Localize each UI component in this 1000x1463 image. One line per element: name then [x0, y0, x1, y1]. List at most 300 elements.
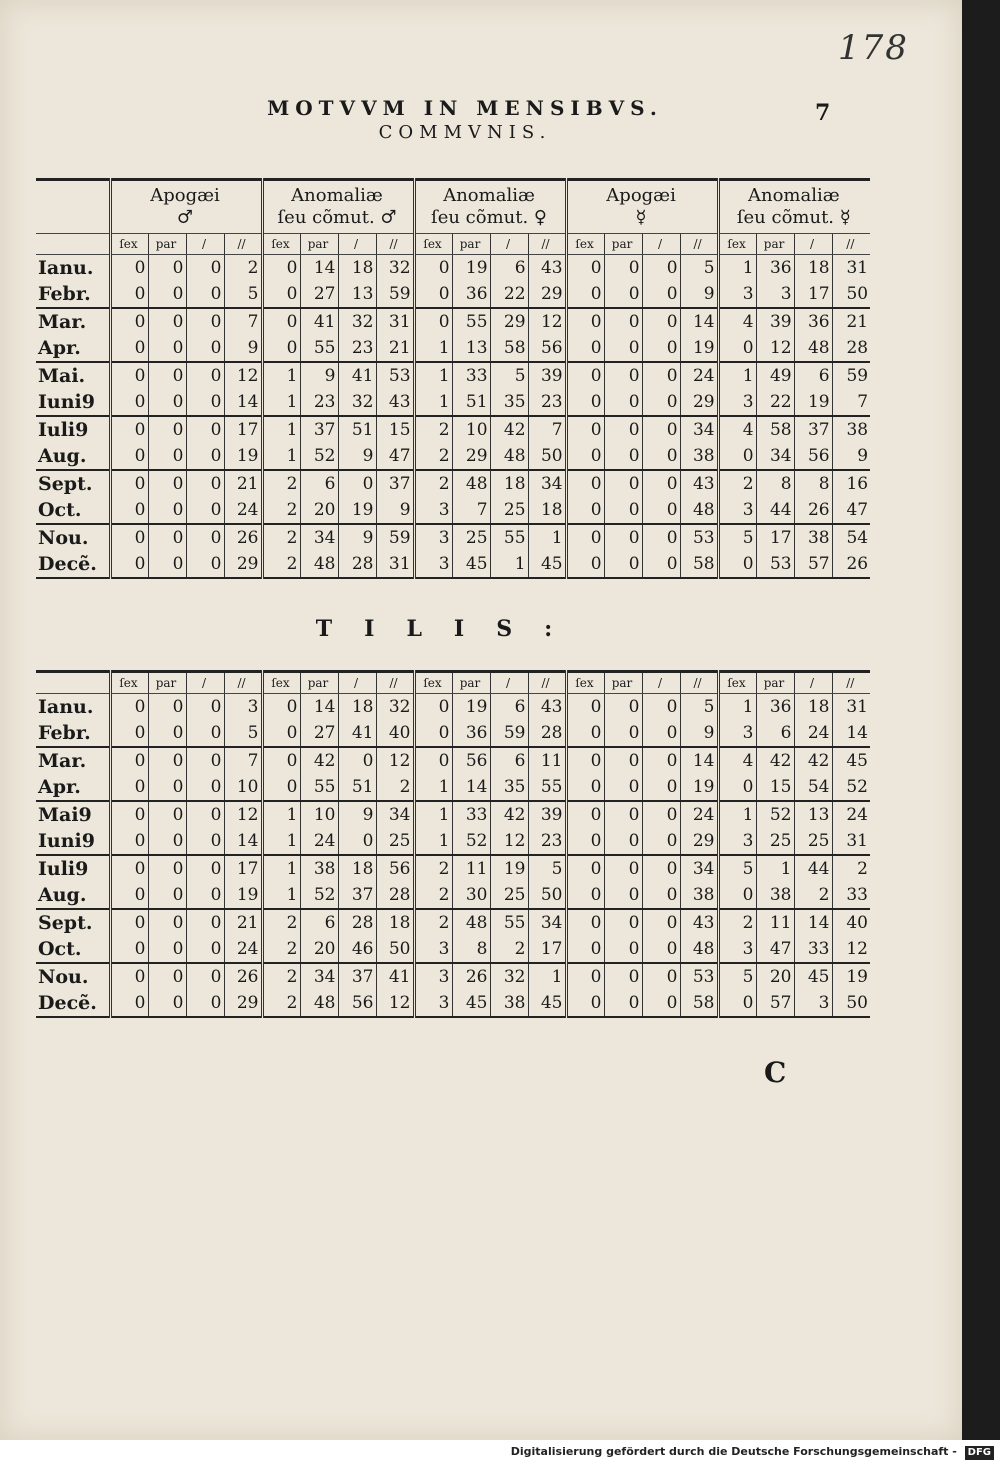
value-cell: 0 — [642, 335, 680, 362]
value-cell: 54 — [794, 774, 832, 801]
value-cell: 55 — [452, 308, 490, 335]
group-header-line: Apogæi — [606, 185, 676, 206]
value-cell: 19 — [490, 855, 528, 882]
value-cell: 1 — [262, 443, 300, 470]
month-label: Iuli9 — [38, 858, 89, 880]
column-unit-label: / — [490, 234, 528, 255]
value-cell: 33 — [832, 882, 870, 909]
value-cell: 5 — [490, 362, 528, 389]
value-cell: 25 — [756, 828, 794, 855]
value-cell: 5 — [718, 524, 756, 551]
value-cell: 47 — [832, 497, 870, 524]
value-cell: 17 — [224, 416, 262, 443]
value-cell: 0 — [604, 828, 642, 855]
value-cell: 59 — [832, 362, 870, 389]
value-cell: 28 — [528, 720, 566, 747]
value-cell: 0 — [186, 909, 224, 936]
value-cell: 27 — [300, 720, 338, 747]
table-row — [36, 362, 870, 389]
value-cell: 11 — [528, 747, 566, 774]
value-cell: 43 — [376, 389, 414, 416]
table-row — [36, 389, 870, 416]
value-cell: 17 — [224, 855, 262, 882]
value-cell: 37 — [300, 416, 338, 443]
value-cell: 13 — [338, 281, 376, 308]
value-cell: 0 — [338, 470, 376, 497]
value-cell: 0 — [414, 308, 452, 335]
value-cell: 0 — [566, 882, 604, 909]
value-cell: 0 — [604, 963, 642, 990]
value-cell: 0 — [642, 389, 680, 416]
value-cell: 2 — [490, 936, 528, 963]
value-cell: 42 — [490, 416, 528, 443]
value-cell: 0 — [262, 774, 300, 801]
table-row — [36, 694, 870, 721]
value-cell: 43 — [528, 694, 566, 721]
value-cell: 1 — [262, 416, 300, 443]
value-cell: 6 — [756, 720, 794, 747]
column-unit-label: ſex — [414, 672, 452, 694]
value-cell: 51 — [452, 389, 490, 416]
value-cell: 52 — [756, 801, 794, 828]
month-label: Ianu. — [38, 257, 94, 279]
value-cell: 0 — [148, 389, 186, 416]
value-cell: 14 — [300, 694, 338, 721]
value-cell: 19 — [338, 497, 376, 524]
value-cell: 3 — [414, 936, 452, 963]
column-unit-label: // — [376, 234, 414, 255]
value-cell: 25 — [794, 828, 832, 855]
value-cell: 18 — [338, 255, 376, 282]
value-cell: 45 — [452, 551, 490, 578]
value-cell: 32 — [376, 255, 414, 282]
value-cell: 24 — [224, 936, 262, 963]
value-cell: 39 — [756, 308, 794, 335]
value-cell: 0 — [566, 936, 604, 963]
value-cell: 0 — [110, 524, 148, 551]
value-cell: 0 — [148, 909, 186, 936]
value-cell: 0 — [566, 470, 604, 497]
value-cell: 32 — [338, 389, 376, 416]
value-cell: 39 — [528, 362, 566, 389]
value-cell: 0 — [566, 416, 604, 443]
value-cell: 38 — [794, 524, 832, 551]
value-cell: 0 — [186, 694, 224, 721]
column-unit-label: // — [680, 234, 718, 255]
value-cell: 3 — [718, 389, 756, 416]
table-row — [36, 909, 870, 936]
value-cell: 0 — [642, 443, 680, 470]
value-cell: 14 — [680, 308, 718, 335]
value-cell: 2 — [376, 774, 414, 801]
value-cell: 24 — [300, 828, 338, 855]
value-cell: 14 — [224, 828, 262, 855]
value-cell: 3 — [718, 828, 756, 855]
value-cell: 0 — [148, 855, 186, 882]
value-cell: 0 — [566, 497, 604, 524]
running-subhead: COMMVNIS. — [378, 122, 552, 143]
value-cell: 29 — [224, 551, 262, 578]
value-cell: 38 — [680, 443, 718, 470]
column-unit-label: // — [376, 672, 414, 694]
digitization-footer — [0, 1440, 1000, 1463]
column-unit-label: ſex — [566, 234, 604, 255]
month-label: Nou. — [38, 966, 89, 988]
value-cell: 3 — [718, 497, 756, 524]
value-cell: 0 — [148, 497, 186, 524]
value-cell: 25 — [490, 497, 528, 524]
value-cell: 0 — [186, 335, 224, 362]
value-cell: 43 — [680, 470, 718, 497]
value-cell: 3 — [414, 524, 452, 551]
value-cell: 1 — [528, 524, 566, 551]
value-cell: 3 — [414, 963, 452, 990]
value-cell: 0 — [110, 936, 148, 963]
value-cell: 21 — [224, 909, 262, 936]
value-cell: 19 — [680, 774, 718, 801]
value-cell: 5 — [718, 963, 756, 990]
group-header-line: Anomaliæ — [747, 185, 840, 206]
group-header — [262, 180, 414, 234]
value-cell: 36 — [756, 694, 794, 721]
value-cell: 0 — [186, 720, 224, 747]
value-cell: 0 — [148, 551, 186, 578]
value-cell: 16 — [832, 470, 870, 497]
table-row — [36, 963, 870, 990]
value-cell: 0 — [604, 335, 642, 362]
table-row — [36, 524, 870, 551]
value-cell: 56 — [452, 747, 490, 774]
value-cell: 0 — [148, 720, 186, 747]
value-cell: 10 — [452, 416, 490, 443]
value-cell: 9 — [680, 281, 718, 308]
value-cell: 0 — [186, 281, 224, 308]
month-label: Apr. — [36, 774, 110, 801]
value-cell: 44 — [794, 855, 832, 882]
value-cell: 18 — [794, 255, 832, 282]
value-cell: 42 — [756, 747, 794, 774]
value-cell: 0 — [186, 936, 224, 963]
value-cell: 0 — [642, 936, 680, 963]
value-cell: 0 — [186, 551, 224, 578]
value-cell: 0 — [148, 255, 186, 282]
value-cell: 0 — [110, 416, 148, 443]
value-cell: 0 — [148, 362, 186, 389]
value-cell: 29 — [680, 828, 718, 855]
column-unit-label: / — [490, 672, 528, 694]
column-unit-label: ſex — [262, 672, 300, 694]
value-cell: 0 — [604, 936, 642, 963]
value-cell: 0 — [262, 694, 300, 721]
value-cell: 14 — [452, 774, 490, 801]
month-label: Mar. — [38, 311, 87, 333]
value-cell: 1 — [414, 774, 452, 801]
value-cell: 31 — [832, 828, 870, 855]
value-cell: 0 — [148, 801, 186, 828]
value-cell: 2 — [262, 990, 300, 1017]
value-cell: 2 — [224, 255, 262, 282]
value-cell: 12 — [376, 747, 414, 774]
column-unit-label: ſex — [414, 234, 452, 255]
value-cell: 50 — [832, 990, 870, 1017]
value-cell: 5 — [224, 720, 262, 747]
value-cell: 58 — [680, 551, 718, 578]
value-cell: 1 — [756, 855, 794, 882]
value-cell: 42 — [794, 747, 832, 774]
value-cell: 23 — [528, 828, 566, 855]
value-cell: 0 — [186, 801, 224, 828]
month-label: Iuni9 — [36, 828, 110, 855]
value-cell: 2 — [262, 470, 300, 497]
value-cell: 0 — [642, 362, 680, 389]
value-cell: 19 — [680, 335, 718, 362]
table-row — [36, 801, 870, 828]
value-cell: 5 — [224, 281, 262, 308]
month-label: Sept. — [38, 912, 93, 934]
value-cell: 6 — [300, 909, 338, 936]
value-cell: 45 — [528, 990, 566, 1017]
value-cell: 0 — [604, 855, 642, 882]
value-cell: 47 — [756, 936, 794, 963]
column-unit-label: par — [300, 234, 338, 255]
value-cell: 49 — [756, 362, 794, 389]
value-cell: 48 — [490, 443, 528, 470]
group-header-line: Apogæi — [150, 185, 220, 206]
value-cell: 2 — [414, 416, 452, 443]
column-unit-label: / — [642, 234, 680, 255]
column-unit-label: ſex — [566, 672, 604, 694]
value-cell: 0 — [186, 524, 224, 551]
value-cell: 51 — [338, 774, 376, 801]
month-label: Oct. — [36, 936, 110, 963]
value-cell: 55 — [300, 774, 338, 801]
value-cell: 44 — [756, 497, 794, 524]
value-cell: 0 — [186, 362, 224, 389]
value-cell: 29 — [680, 389, 718, 416]
value-cell: 2 — [414, 882, 452, 909]
month-label: Mar. — [38, 750, 87, 772]
month-label: Nou. — [38, 527, 89, 549]
value-cell: 8 — [794, 470, 832, 497]
value-cell: 26 — [794, 497, 832, 524]
value-cell: 50 — [528, 882, 566, 909]
page-number: 7 — [815, 100, 831, 126]
column-unit-label: / — [794, 672, 832, 694]
value-cell: 0 — [604, 909, 642, 936]
value-cell: 15 — [376, 416, 414, 443]
value-cell: 1 — [414, 828, 452, 855]
value-cell: 3 — [756, 281, 794, 308]
value-cell: 0 — [566, 308, 604, 335]
column-unit-label: // — [224, 234, 262, 255]
value-cell: 18 — [794, 694, 832, 721]
value-cell: 3 — [794, 990, 832, 1017]
table-row — [36, 497, 870, 524]
value-cell: 28 — [338, 909, 376, 936]
value-cell: 0 — [110, 255, 148, 282]
value-cell: 21 — [376, 335, 414, 362]
value-cell: 14 — [832, 720, 870, 747]
group-header — [566, 180, 718, 234]
value-cell: 18 — [490, 470, 528, 497]
value-cell: 54 — [832, 524, 870, 551]
value-cell: 0 — [642, 281, 680, 308]
value-cell: 29 — [452, 443, 490, 470]
value-cell: 0 — [566, 694, 604, 721]
value-cell: 19 — [452, 255, 490, 282]
value-cell: 50 — [376, 936, 414, 963]
value-cell: 48 — [794, 335, 832, 362]
value-cell: 47 — [376, 443, 414, 470]
value-cell: 58 — [756, 416, 794, 443]
value-cell: 23 — [338, 335, 376, 362]
value-cell: 6 — [490, 747, 528, 774]
month-label: Aug. — [36, 443, 110, 470]
value-cell: 2 — [262, 497, 300, 524]
column-unit-label: ſex — [110, 234, 148, 255]
value-cell: 42 — [300, 747, 338, 774]
value-cell: 38 — [490, 990, 528, 1017]
value-cell: 50 — [832, 281, 870, 308]
month-label: Iuli9 — [38, 419, 89, 441]
value-cell: 14 — [680, 747, 718, 774]
value-cell: 0 — [642, 963, 680, 990]
column-unit-label: // — [832, 672, 870, 694]
value-cell: 0 — [604, 470, 642, 497]
month-label: Apr. — [36, 335, 110, 362]
value-cell: 40 — [376, 720, 414, 747]
value-cell: 2 — [262, 936, 300, 963]
value-cell: 1 — [262, 882, 300, 909]
value-cell: 0 — [604, 774, 642, 801]
value-cell: 0 — [148, 524, 186, 551]
value-cell: 52 — [300, 882, 338, 909]
month-label: Decẽ. — [36, 990, 110, 1017]
value-cell: 56 — [376, 855, 414, 882]
value-cell: 55 — [300, 335, 338, 362]
value-cell: 46 — [338, 936, 376, 963]
value-cell: 0 — [148, 470, 186, 497]
value-cell: 34 — [376, 801, 414, 828]
value-cell: 0 — [604, 801, 642, 828]
value-cell: 3 — [224, 694, 262, 721]
value-cell: 52 — [300, 443, 338, 470]
value-cell: 0 — [110, 497, 148, 524]
value-cell: 12 — [528, 308, 566, 335]
value-cell: 0 — [566, 801, 604, 828]
value-cell: 1 — [718, 362, 756, 389]
column-unit-label: / — [186, 672, 224, 694]
column-unit-label: ſex — [110, 672, 148, 694]
value-cell: 0 — [338, 747, 376, 774]
value-cell: 1 — [262, 362, 300, 389]
group-header-line: ſeu cõmut. ♀ — [431, 207, 548, 228]
value-cell: 20 — [300, 497, 338, 524]
value-cell: 45 — [528, 551, 566, 578]
group-header — [414, 180, 566, 234]
value-cell: 0 — [414, 694, 452, 721]
value-cell: 19 — [794, 389, 832, 416]
value-cell: 21 — [224, 470, 262, 497]
value-cell: 3 — [414, 990, 452, 1017]
column-unit-label: / — [186, 234, 224, 255]
value-cell: 0 — [186, 882, 224, 909]
dfg-logo: DFG — [965, 1446, 994, 1460]
column-unit-label: // — [224, 672, 262, 694]
value-cell: 17 — [528, 936, 566, 963]
month-label: Decẽ. — [36, 551, 110, 578]
footer-text: Digitalisierung gefördert durch die Deutsche Forschungsgemeinschaft - — [510, 1445, 957, 1458]
table-row — [36, 720, 870, 747]
value-cell: 31 — [832, 255, 870, 282]
value-cell: 0 — [604, 747, 642, 774]
value-cell: 12 — [490, 828, 528, 855]
value-cell: 0 — [186, 828, 224, 855]
value-cell: 0 — [604, 255, 642, 282]
value-cell: 0 — [642, 720, 680, 747]
value-cell: 26 — [832, 551, 870, 578]
value-cell: 14 — [224, 389, 262, 416]
value-cell: 1 — [262, 389, 300, 416]
value-cell: 40 — [832, 909, 870, 936]
value-cell: 20 — [300, 936, 338, 963]
value-cell: 30 — [452, 882, 490, 909]
value-cell: 0 — [566, 990, 604, 1017]
value-cell: 37 — [794, 416, 832, 443]
value-cell: 29 — [490, 308, 528, 335]
value-cell: 48 — [300, 551, 338, 578]
value-cell: 33 — [452, 362, 490, 389]
value-cell: 19 — [452, 694, 490, 721]
value-cell: 5 — [528, 855, 566, 882]
value-cell: 0 — [642, 855, 680, 882]
value-cell: 0 — [148, 443, 186, 470]
value-cell: 0 — [604, 281, 642, 308]
value-cell: 9 — [338, 524, 376, 551]
value-cell: 9 — [224, 335, 262, 362]
table-row — [36, 551, 870, 578]
value-cell: 0 — [566, 281, 604, 308]
value-cell: 0 — [414, 281, 452, 308]
value-cell: 0 — [186, 416, 224, 443]
value-cell: 48 — [680, 936, 718, 963]
value-cell: 31 — [376, 551, 414, 578]
running-head: MOTVVM IN MENSIBVS. — [267, 96, 663, 120]
value-cell: 24 — [680, 801, 718, 828]
value-cell: 0 — [566, 524, 604, 551]
value-cell: 19 — [224, 443, 262, 470]
motion-table-second — [36, 670, 870, 1018]
table-row — [36, 882, 870, 909]
column-unit-label: par — [300, 672, 338, 694]
value-cell: 24 — [224, 497, 262, 524]
value-cell: 0 — [262, 308, 300, 335]
value-cell: 48 — [452, 470, 490, 497]
value-cell: 0 — [110, 774, 148, 801]
value-cell: 0 — [566, 774, 604, 801]
value-cell: 0 — [110, 281, 148, 308]
value-cell: 38 — [756, 882, 794, 909]
value-cell: 24 — [680, 362, 718, 389]
value-cell: 0 — [148, 828, 186, 855]
value-cell: 33 — [452, 801, 490, 828]
value-cell: 1 — [414, 335, 452, 362]
value-cell: 37 — [376, 470, 414, 497]
value-cell: 9 — [680, 720, 718, 747]
value-cell: 0 — [186, 308, 224, 335]
value-cell: 57 — [756, 990, 794, 1017]
value-cell: 0 — [110, 801, 148, 828]
